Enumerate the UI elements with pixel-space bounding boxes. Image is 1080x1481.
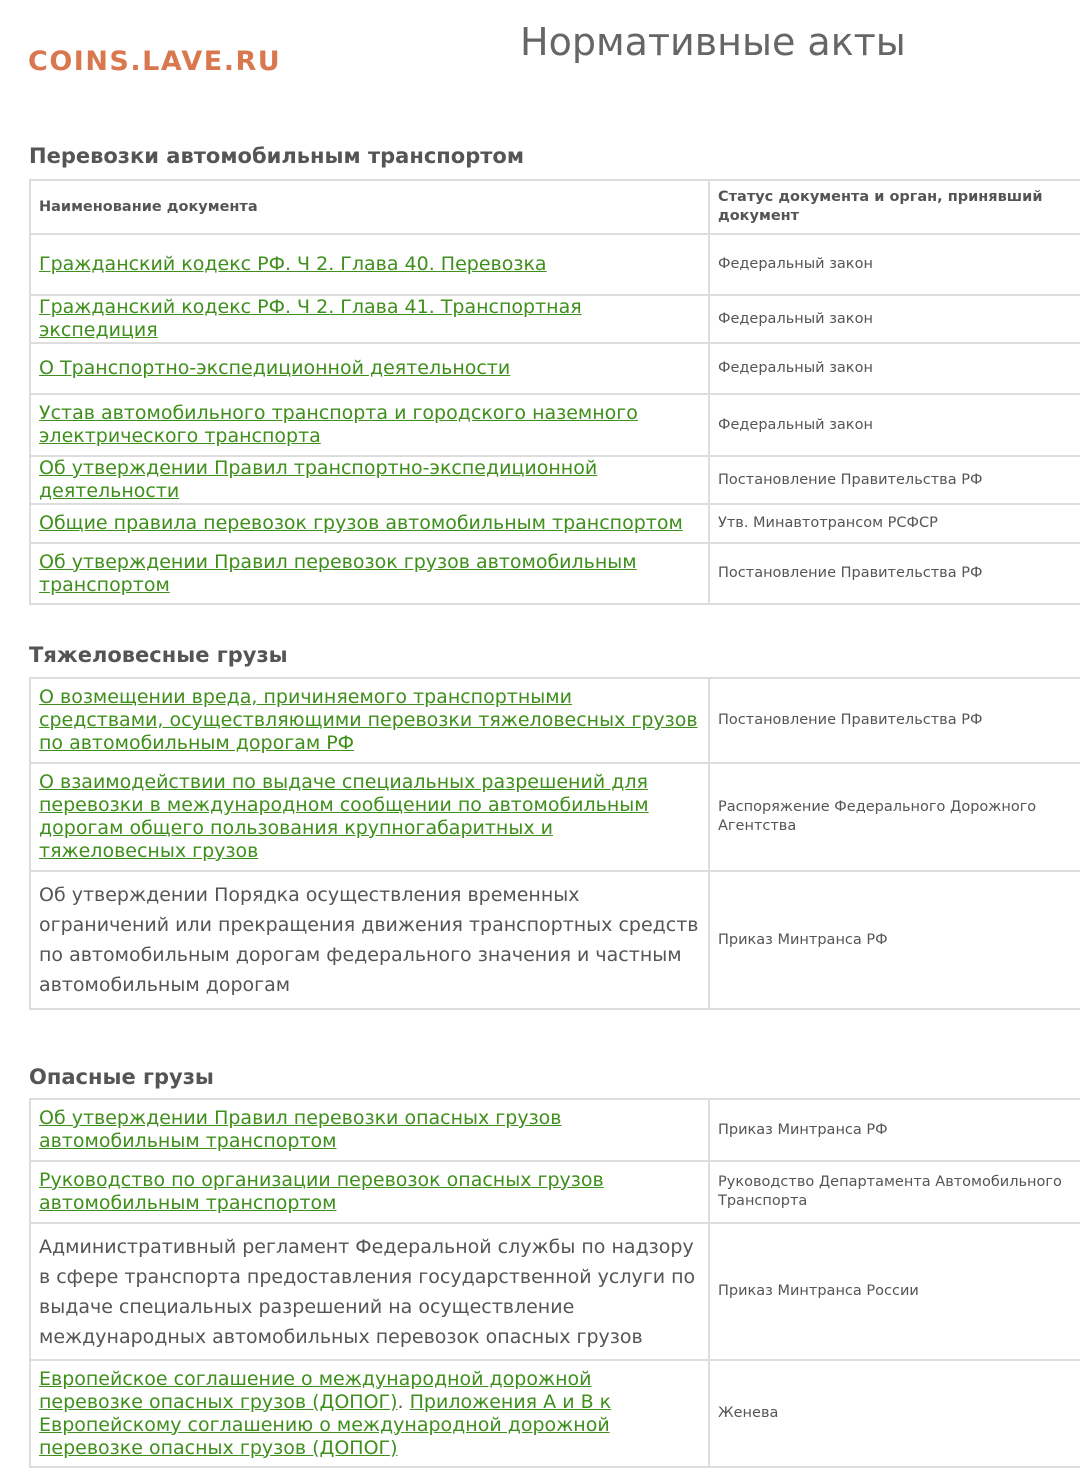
document-status: Приказ Минтранса РФ (709, 1099, 1080, 1161)
document-status: Федеральный закон (709, 343, 1080, 394)
document-link[interactable]: Европейское соглашение о международной дорожной перевозке опасных грузов (ДОПОГ) (39, 1367, 592, 1413)
document-status: Приказ Минтранса России (709, 1223, 1080, 1360)
document-name-cell (30, 1161, 709, 1223)
document-link[interactable]: Об утверждении Правил перевозки опасных грузов автомобильным транспортом (39, 1107, 562, 1152)
section-heading-heavy-cargo: Тяжеловесные грузы (29, 643, 288, 667)
document-name-cell (30, 504, 709, 543)
document-name-cell (30, 394, 709, 456)
table-row (30, 543, 1080, 604)
document-status: Женева (709, 1360, 1080, 1467)
link-separator: . (397, 1390, 404, 1413)
document-name-cell (30, 1360, 709, 1467)
section-heading-dangerous-goods: Опасные грузы (29, 1065, 214, 1089)
table-row (30, 456, 1080, 504)
document-status: Приказ Минтранса РФ (709, 871, 1080, 1009)
document-name: Об утверждении Порядка осуществления временных ограничений или прекращения движения транспортных средств по автомобильным дорогам федерального значения и частным автомобильным дорогам (30, 871, 709, 1009)
table-row (30, 871, 1080, 1009)
document-name-cell (30, 456, 709, 504)
table-row (30, 504, 1080, 543)
document-name-cell (30, 1099, 709, 1161)
document-status: Федеральный закон (709, 394, 1080, 456)
table-row (30, 394, 1080, 456)
document-link[interactable]: Гражданский кодекс РФ. Ч 2. Глава 40. Перевозка (39, 253, 547, 275)
document-name-cell (30, 343, 709, 394)
document-status: Распоряжение Федерального Дорожного Агентства (709, 763, 1080, 871)
document-link[interactable]: Гражданский кодекс РФ. Ч 2. Глава 41. Транспортная экспедиция (39, 296, 582, 341)
document-link[interactable]: О возмещении вреда, причиняемого транспортными средствами, осуществляющими перевозки тяжеловесных грузов по автомобильным дорогам РФ (39, 686, 698, 754)
document-name-cell (30, 543, 709, 604)
table-row (30, 234, 1080, 295)
table-row (30, 1223, 1080, 1360)
document-status: Постановление Правительства РФ (709, 678, 1080, 763)
table-row (30, 678, 1080, 763)
document-status: Утв. Минавтотрансом РСФСР (709, 504, 1080, 543)
document-link[interactable]: Об утверждении Правил транспортно-экспедиционной деятельности (39, 457, 598, 502)
documents-table-dangerous-goods (29, 1098, 1080, 1468)
document-status: Руководство Департамента Автомобильного Транспорта (709, 1161, 1080, 1223)
document-link[interactable]: О взаимодействии по выдаче специальных разрешений для перевозки в международном сообщении по автомобильным дорогам общего пользования крупногабаритных и тяжеловесных грузов (39, 771, 649, 862)
table-row (30, 1360, 1080, 1467)
document-status: Федеральный закон (709, 295, 1080, 343)
document-link[interactable]: Руководство по организации перевозок опасных грузов автомобильным транспортом (39, 1169, 604, 1214)
document-name-cell (30, 234, 709, 295)
page-title: Нормативные акты (520, 20, 906, 64)
documents-table-heavy-cargo (29, 677, 1080, 1010)
table-row (30, 1161, 1080, 1223)
section-heading-road-transport: Перевозки автомобильным транспортом (29, 144, 525, 168)
column-header-name: Наименование документа (30, 180, 709, 234)
table-header-row (30, 180, 1080, 234)
document-status: Постановление Правительства РФ (709, 543, 1080, 604)
document-link[interactable]: Общие правила перевозок грузов автомобильным транспортом (39, 512, 683, 534)
document-status: Федеральный закон (709, 234, 1080, 295)
document-link[interactable]: Приложения А и В к Европейскому соглашению о международной дорожной перевозке опасных грузов (ДОПОГ) (39, 1390, 612, 1459)
table-row (30, 763, 1080, 871)
site-logo[interactable]: COINS.LAVE.RU (28, 46, 282, 77)
table-row (30, 343, 1080, 394)
document-status: Постановление Правительства РФ (709, 456, 1080, 504)
document-name: Административный регламент Федеральной службы по надзору в сфере транспорта предоставления государственной услуги по выдаче специальных разрешений на осуществление международных автомобильных перевозок опасных грузов (30, 1223, 709, 1360)
table-row (30, 295, 1080, 343)
document-name-cell (30, 678, 709, 763)
document-link[interactable]: Устав автомобильного транспорта и городского наземного электрического транспорта (39, 402, 638, 447)
table-row (30, 1099, 1080, 1161)
documents-table-road-transport (29, 179, 1080, 605)
document-link[interactable]: Об утверждении Правил перевозок грузов автомобильным транспортом (39, 550, 637, 596)
document-name-cell (30, 763, 709, 871)
document-name-cell (30, 295, 709, 343)
column-header-status: Статус документа и орган, принявший документ (709, 180, 1080, 234)
document-link[interactable]: О Транспортно-экспедиционной деятельности (39, 357, 511, 379)
